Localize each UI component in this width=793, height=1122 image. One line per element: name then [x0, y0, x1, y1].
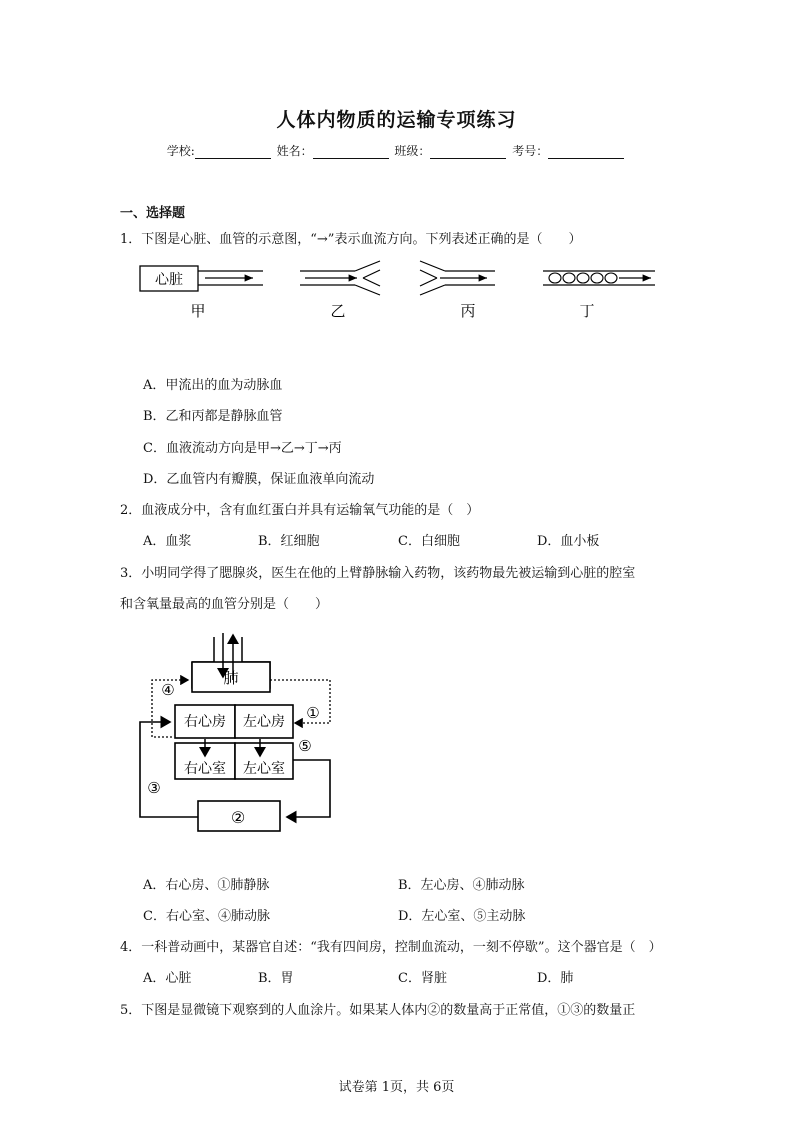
q1-option-c[interactable]: C．血液流动方向是甲→乙→丁→丙: [143, 441, 342, 456]
page-title: 人体内物质的运输专项练习: [276, 109, 517, 131]
class-label: 班级：: [394, 144, 431, 158]
right-atrium-label: 右心房: [184, 714, 226, 730]
question-1-stem: 1．下图是心脏、血管的示意图，“→”表示血流方向。下列表述正确的是（ ）: [120, 232, 582, 247]
exam-no-label: 考号：: [512, 144, 549, 158]
student-info-line: [0, 142, 793, 159]
q2-option-c[interactable]: C．白细胞: [398, 534, 460, 549]
exam-no-blank[interactable]: [548, 146, 624, 159]
q3-option-a[interactable]: A．右心房、①肺静脉: [143, 878, 270, 893]
class-blank[interactable]: [430, 146, 506, 159]
question-2-stem: 2．血液成分中，含有血红蛋白并具有运输氧气功能的是（ ）: [120, 503, 480, 518]
q1-vessel-figure: [135, 258, 675, 328]
page-footer: 试卷第 1页，共 6页: [338, 1080, 455, 1095]
heart-label: 心脏: [155, 272, 183, 288]
q1-option-d[interactable]: D．乙血管内有瓣膜，保证血液单向流动: [143, 472, 375, 487]
q4-option-b[interactable]: B．胃: [258, 971, 294, 986]
question-3-stem-line1: 3．小明同学得了腮腺炎，医生在他的上臂静脉输入药物，该药物最先被运输到心脏的腔室: [120, 566, 636, 581]
marker-5: ⑤: [298, 737, 312, 755]
q4-option-d[interactable]: D．肺: [537, 971, 574, 986]
q2-option-b[interactable]: B．红细胞: [258, 534, 320, 549]
q1-option-a[interactable]: A．甲流出的血为动脉血: [143, 378, 283, 393]
question-3-stem-line2: 和含氧量最高的血管分别是（ ）: [120, 597, 329, 612]
school-blank[interactable]: [195, 146, 271, 159]
section-heading: 一、选择题: [120, 206, 186, 221]
name-blank[interactable]: [313, 146, 389, 159]
q3-option-d[interactable]: D．左心室、⑤主动脉: [398, 909, 526, 924]
left-ventricle-label: 左心室: [243, 761, 285, 777]
school-label: 学校:: [166, 144, 195, 158]
lung-label: 肺: [223, 669, 239, 687]
q3-option-c[interactable]: C．右心室、④肺动脉: [143, 909, 270, 924]
label-yi: 乙: [330, 302, 346, 320]
q2-option-d[interactable]: D．血小板: [537, 534, 600, 549]
marker-1: ①: [306, 704, 320, 722]
name-label: 姓名：: [276, 144, 313, 158]
q1-option-b[interactable]: B．乙和丙都是静脉血管: [143, 409, 283, 424]
q2-option-a[interactable]: A．血浆: [143, 534, 192, 549]
q4-option-c[interactable]: C．肾脏: [398, 971, 447, 986]
marker-4: ④: [161, 681, 175, 699]
left-atrium-label: 左心房: [243, 714, 285, 730]
q3-option-b[interactable]: B．左心房、④肺动脉: [398, 878, 525, 893]
label-bing: 丙: [460, 302, 476, 320]
marker-2: ②: [230, 808, 246, 827]
label-ding: 丁: [579, 302, 595, 320]
marker-3: ③: [147, 779, 161, 797]
question-4-stem: 4．一科普动画中，某器官自述：“我有四间房，控制血流动，一刻不停歇”。这个器官是（ ）: [120, 940, 662, 955]
question-5-stem: 5．下图是显微镜下观察到的人血涂片。如果某人体内②的数量高于正常值，①③的数量正: [120, 1003, 636, 1018]
right-ventricle-label: 右心室: [184, 761, 226, 777]
label-jia: 甲: [190, 302, 206, 320]
q3-circulation-figure: [130, 625, 350, 840]
q4-option-a[interactable]: A．心脏: [143, 971, 192, 986]
